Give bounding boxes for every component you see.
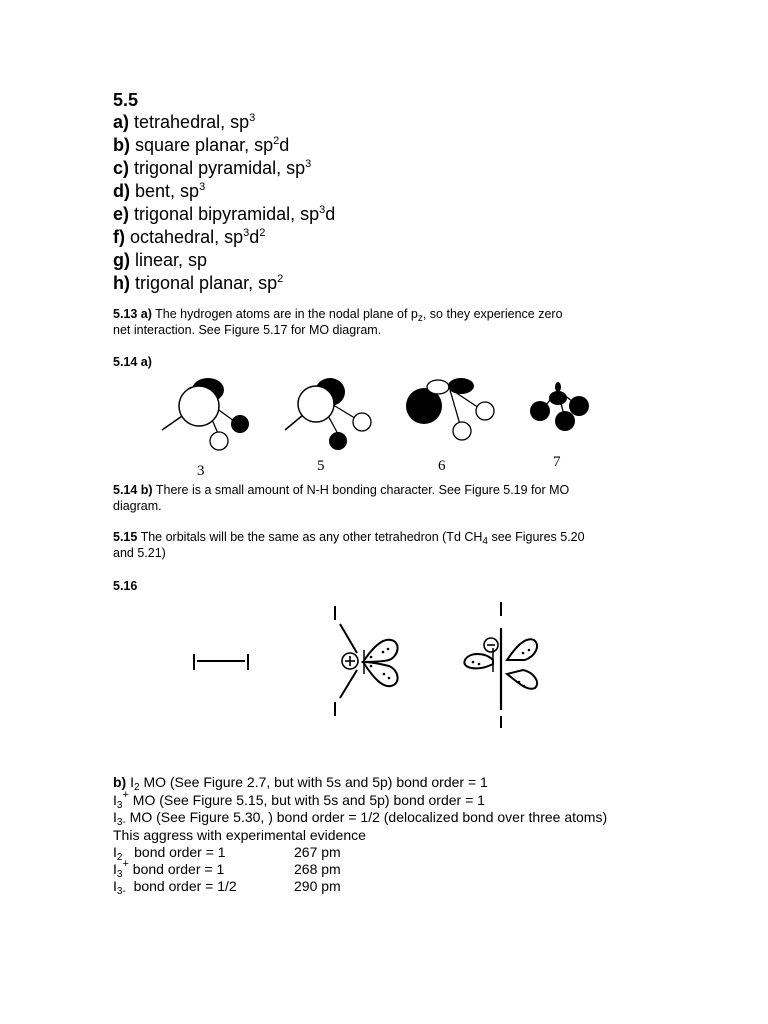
b-line-3: $I_{3-}$ MO (See Figure 5.30, ) bond order = 1/2 (delocalized bond over three atoms) [113,809,608,828]
answer-item-c: c) trigonal pyramidal, $sp^3$ [113,158,312,178]
section-5-14b: 5.14 b) There is a small amount of N-H bonding character. See Figure 5.19 for MO diagram. [113,483,570,513]
orbital-diagram-3 [162,378,249,450]
bond-order-row: $I_2$ bond order = 1 [113,844,226,863]
answer-item-g: g) linear, sp [113,250,208,270]
bond-length-value: 290 pm [294,878,341,894]
answer-item-f: f) octahedral, $sp^3d^2$ [113,227,266,247]
i3-minus-diagram [464,602,537,728]
bond-order-row: $I_{3-}$ bond order = 1/2 [113,878,237,897]
orbital-figure-5-14a [150,370,610,485]
b-line-4: This aggress with experimental evidence [113,826,366,843]
section-5-14a-label: 5.14 a) [113,355,152,369]
answer-item-e: e) trigonal bipyramidal, $sp^3d$ [113,204,336,224]
i3-plus-diagram [335,606,398,716]
answer-item-h: h) trigonal planar, $sp^2$ [113,273,284,293]
bond-order-row: $I_3^+$ bond order = 1 [113,858,225,880]
bond-length-value: 268 pm [294,861,341,877]
molecule-label-3: 3 [197,463,205,479]
molecule-label-7: 7 [553,454,561,470]
section-5-16-label: 5.16 [113,579,138,593]
section-5-15: 5.15 The orbitals will be the same as any other tetrahedron (Td $CH_4$ see Figures 5.20 and 5.21) [113,530,585,560]
answer-list-5-5 [113,111,335,295]
b-line-2: $I_3^+$ MO (See Figure 5.15, but with 5s and 5p) bond order = 1 [113,788,485,811]
molecule-label-5: 5 [317,458,325,474]
answer-item-d: d) bent, $sp^3$ [113,181,206,201]
orbital-figure-5-16 [185,598,555,733]
bond-length-value: 267 pm [294,844,341,860]
answer-item-b: b) square planar, $sp^2d$ [113,135,290,155]
orbital-diagram-7 [530,382,589,431]
orbital-diagram-6 [406,378,494,440]
orbital-diagram-5 [285,378,371,450]
molecule-label-6: 6 [438,458,446,474]
section-5-13: 5.13 a) The hydrogen atoms are in the nodal plane of $p_z$, so they experience zero net interaction. See Figure 5.17 for MO diagram. [113,307,563,337]
section-b [113,774,733,844]
answer-item-a: a) tetrahedral, $sp^3$ [113,112,256,132]
section-5-5-heading: 5.5 [113,90,139,110]
i2-molecule-diagram [194,654,248,670]
b-line-1: b) $I_2$ MO (See Figure 2.7, but with 5s and 5p) bond order = 1 [113,774,488,793]
